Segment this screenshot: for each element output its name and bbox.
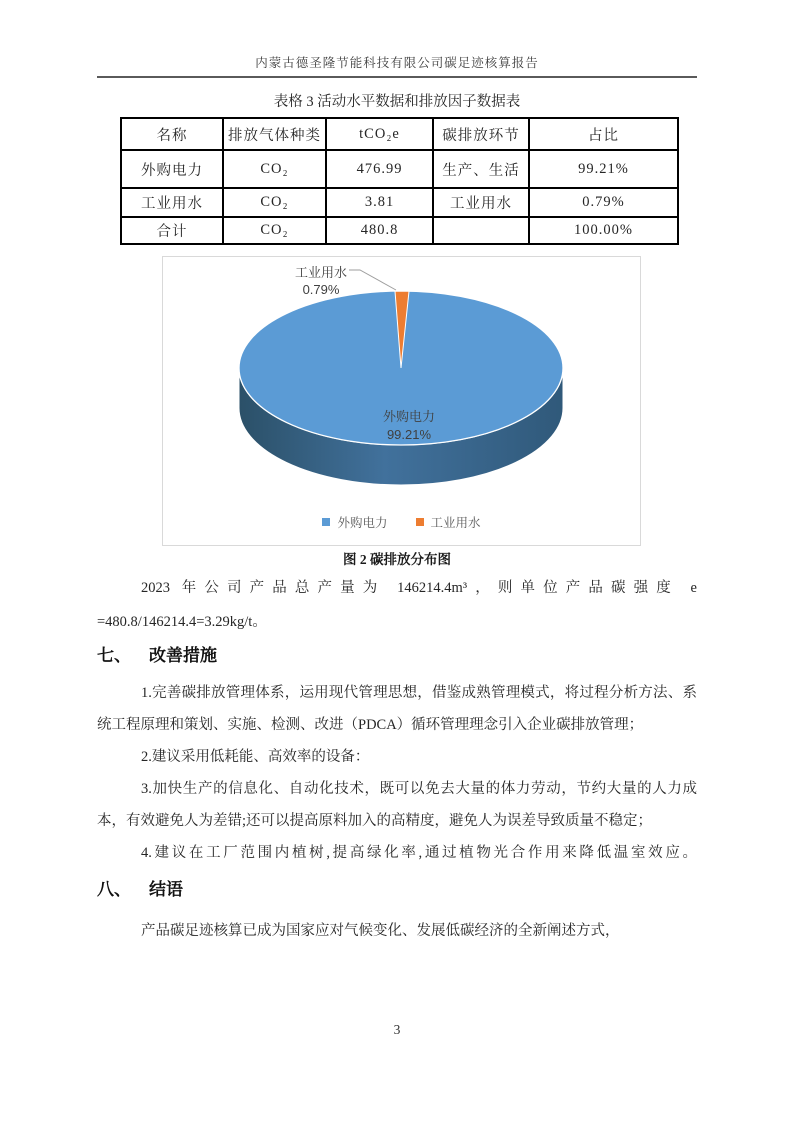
legend-swatch-water-icon [416,518,424,526]
legend-label-water: 工业用水 [430,516,481,530]
improvement-item-1: 1.完善碳排放管理体系，运用现代管理思想，借鉴成熟管理模式，将过程分析方法、系统工程原理和策划、实施、检测、改进（PDCA）循环管理理念引入企业碳排放管理； [97,685,697,733]
intensity-line1: 2023 年公司产品总产量为 146214.4m³，则单位产品碳强度 e [141,580,697,596]
cell-tco2e: 3.81 [326,188,433,217]
intensity-paragraph [97,571,697,639]
table-header-row [121,118,678,150]
intensity-line2: =480.8/146214.4=3.29kg/t。 [97,614,267,630]
cell-name: 工业用水 [121,188,223,217]
cell-gas: CO₂ [223,217,326,244]
cell-share: 99.21% [529,150,678,188]
section-number-improvement: 七、 [97,646,131,665]
pie-chart [162,256,641,546]
slice-label-electricity: 外购电力 [382,409,436,424]
table-title: 表格 3 活动水平数据和排放因子数据表 [273,94,521,110]
figure-caption: 图 2 碳排放分布图 [343,552,451,567]
col-header-name: 名称 [121,118,223,150]
table-row-water [121,188,678,217]
legend-label-electricity: 外购电力 [337,516,388,530]
cell-tco2e: 480.8 [326,217,433,244]
legend-swatch-electricity-icon [322,518,330,526]
cell-share: 100.00% [529,217,678,244]
table-row-total [121,217,678,244]
cell-gas: CO₂ [223,188,326,217]
cell-stage [433,217,529,244]
col-header-share: 占比 [529,118,678,150]
cell-stage: 工业用水 [433,188,529,217]
section-title-conclusion: 结语 [149,880,183,899]
col-header-gas: 排放气体种类 [223,118,326,150]
improvement-item-4: 4.建议在工厂范围内植树,提高绿化率,通过植物光合作用来降低温室效应。 [141,845,697,861]
cell-share: 0.79% [529,188,678,217]
section-title-improvement: 改善措施 [149,646,217,665]
callout-value-water: 0.79% [302,282,340,297]
improvement-item-2: 2.建议采用低耗能、高效率的设备： [141,749,370,765]
legend-item-electricity [322,513,387,531]
cell-name: 合计 [121,217,223,244]
cell-gas: CO₂ [223,150,326,188]
cell-name: 外购电力 [121,150,223,188]
cell-tco2e: 476.99 [326,150,433,188]
col-header-tco2e: tCO₂e [326,118,433,150]
section-heading-conclusion [97,877,697,903]
legend-item-water [416,513,481,531]
slice-value-electricity: 99.21% [386,427,432,442]
chart-legend [163,513,640,531]
page-number: 3 [393,1022,401,1037]
header-title: 内蒙古德圣隆节能科技有限公司碳足迹核算报告 [97,53,697,78]
pie-3d-graphic [163,257,640,509]
cell-stage: 生产、生活 [433,150,529,188]
conclusion-paragraph: 产品碳足迹核算已成为国家应对气候变化、发展低碳经济的全新阐述方式， [141,923,620,939]
col-header-stage: 碳排放环节 [433,118,529,150]
section-number-conclusion: 八、 [97,880,131,899]
callout-leader-line [349,270,396,290]
emissions-table [120,117,679,245]
section-heading-improvement [97,643,697,669]
callout-label-water: 工业用水 [294,265,348,280]
table-row-electricity [121,150,678,188]
page-header [97,0,697,78]
improvement-item-3: 3.加快生产的信息化、自动化技术，既可以免去大量的体力劳动，节约大量的人力成本，有效避免人为差错;还可以提高原料加入的高精度，避免人为误差导致质量不稳定； [97,781,697,829]
